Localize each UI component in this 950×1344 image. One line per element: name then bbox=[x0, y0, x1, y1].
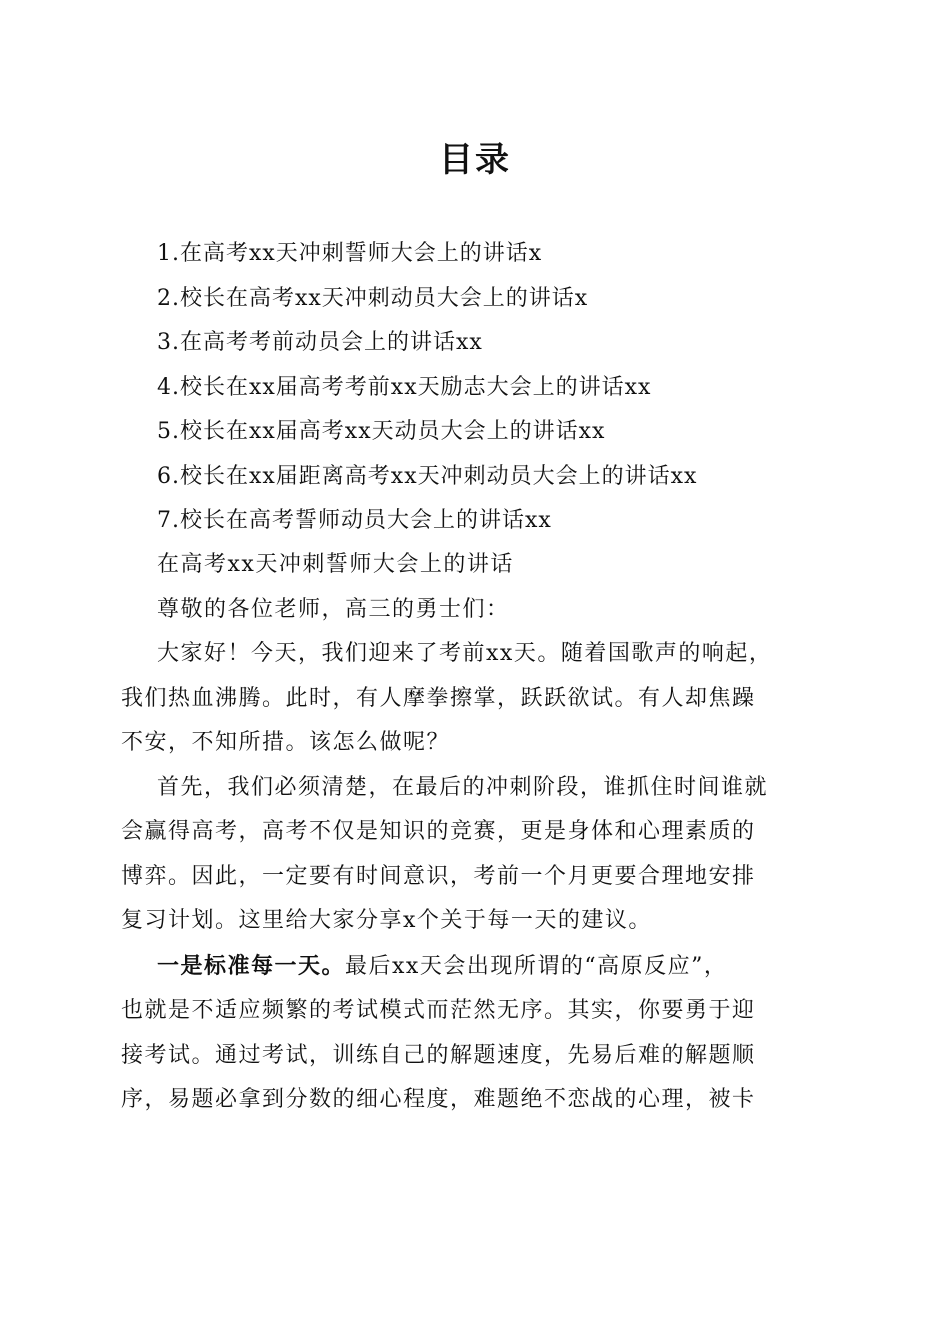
paragraph-line: 也就是不适应频繁的考试模式而茫然无序。其实，你要勇于迎 bbox=[121, 998, 756, 1023]
toc-item[interactable]: 6.校长在xx届距离高考xx天冲刺动员大会上的讲话xx bbox=[157, 463, 698, 489]
paragraph-line: 大家好！今天，我们迎来了考前xx天。随着国歌声的响起， bbox=[157, 641, 773, 666]
table-of-contents bbox=[157, 232, 857, 544]
paragraph-line: 复习计划。这里给大家分享x个关于每一天的建议。 bbox=[121, 908, 652, 933]
paragraph-2 bbox=[121, 766, 833, 944]
paragraph-line: 不安，不知所措。该怎么做呢？ bbox=[121, 730, 451, 755]
speech-title: 在高考xx天冲刺誓师大会上的讲话 bbox=[157, 552, 514, 577]
paragraph-line bbox=[121, 944, 833, 990]
toc-item[interactable]: 4.校长在xx届高考考前xx天励志大会上的讲话xx bbox=[157, 374, 652, 400]
paragraph-line: 我们热血沸腾。此时，有人摩拳擦掌，跃跃欲试。有人却焦躁 bbox=[121, 685, 756, 711]
paragraph-line: 博弈。因此，一定要有时间意识，考前一个月更要合理地安排 bbox=[121, 863, 756, 889]
greeting: 尊敬的各位老师，高三的勇士们： bbox=[157, 596, 510, 622]
toc-item[interactable]: 1.在高考xx天冲刺誓师大会上的讲话x bbox=[157, 241, 543, 266]
speech-body bbox=[121, 543, 833, 1123]
toc-item[interactable]: 7.校长在高考誓师动员大会上的讲话xx bbox=[157, 508, 552, 533]
paragraph-text: 最后xx天会出现所谓的“高原反应”， bbox=[345, 953, 728, 979]
paragraph-line: 接考试。通过考试，训练自己的解题速度，先易后难的解题顺 bbox=[121, 1042, 756, 1068]
paragraph-line: 首先，我们必须清楚，在最后的冲刺阶段，谁抓住时间谁就 bbox=[157, 774, 769, 800]
point-heading: 一是标准每一天。 bbox=[157, 952, 346, 979]
toc-item[interactable]: 5.校长在xx届高考xx天动员大会上的讲话xx bbox=[157, 419, 606, 444]
toc-item[interactable]: 2.校长在高考xx天冲刺动员大会上的讲话x bbox=[157, 285, 589, 311]
page-title: 目录 bbox=[439, 140, 511, 180]
paragraph-3 bbox=[121, 944, 833, 1123]
paragraph-1 bbox=[121, 632, 833, 766]
paragraph-line: 序，易题必拿到分数的细心程度，难题绝不恋战的心理，被卡 bbox=[121, 1087, 756, 1112]
toc-item[interactable]: 3.在高考考前动员会上的讲话xx bbox=[157, 330, 483, 355]
paragraph-line: 会赢得高考，高考不仅是知识的竞赛，更是身体和心理素质的 bbox=[121, 819, 756, 844]
